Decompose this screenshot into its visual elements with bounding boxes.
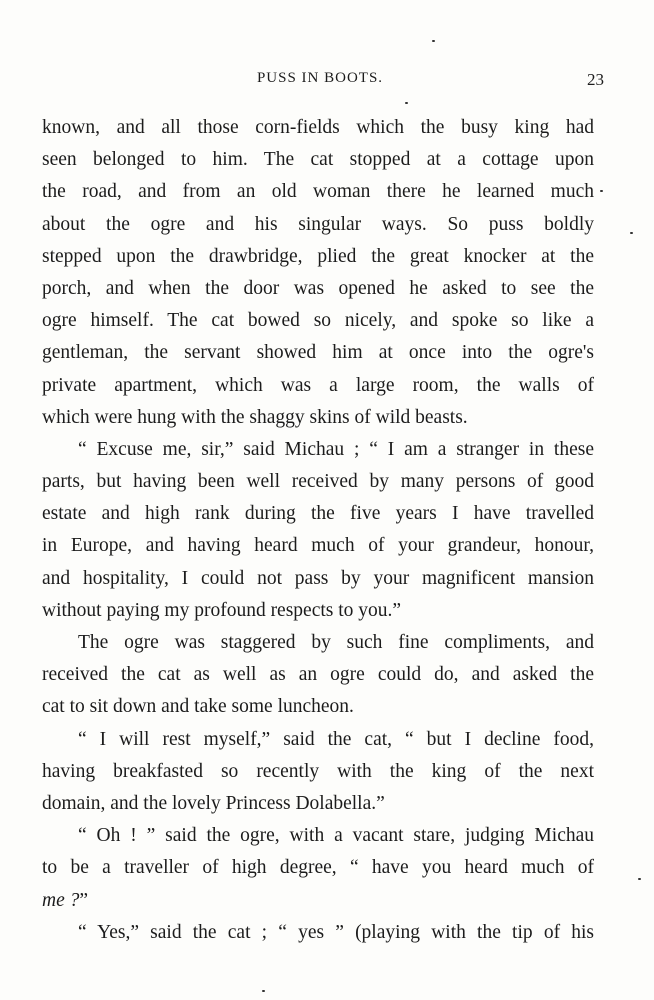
text-line: gentleman, the servant showed him at once into the ogre's	[42, 342, 594, 364]
page-number: 23	[587, 70, 604, 89]
text-line: known, and all those corn-fields which the busy king had	[42, 117, 594, 138]
text-line: private apartment, which was a large room, the walls of	[42, 374, 594, 396]
body-text	[42, 112, 594, 949]
text-line: and hospitality, I could not pass by your magnificent mansion	[42, 567, 594, 589]
text-line: porch, and when the door was opened he asked to see the	[42, 277, 594, 299]
text-line: domain, and the lovely Princess Dolabella.”	[42, 792, 385, 814]
text-line: in Europe, and having heard much of your grandeur, honour,	[42, 535, 594, 557]
text-line: estate and high rank during the five years I have travelled	[42, 503, 594, 525]
text-line: stepped upon the drawbridge, plied the great knocker at the	[42, 245, 594, 267]
text-line	[42, 885, 594, 917]
text-line: “ Excuse me, sir,” said Michau ; “ I am a stranger in these	[78, 438, 594, 460]
running-header	[40, 70, 604, 94]
text-line: having breakfasted so recently with the king of the next	[42, 760, 594, 782]
running-title: PUSS IN BOOTS.	[256, 70, 384, 86]
scan-speck	[405, 102, 408, 104]
text-line: The ogre was staggered by such fine compliments, and	[78, 632, 594, 653]
scan-speck	[638, 878, 641, 880]
text-line: “ I will rest myself,” said the cat, “ but I decline food,	[78, 728, 594, 750]
text-line: to be a traveller of high degree, “ have you heard much of	[42, 857, 594, 879]
italic-word: me ?	[42, 889, 80, 911]
text-line: ogre himself. The cat bowed so nicely, and spoke so like a	[42, 310, 594, 332]
text-line: the road, and from an old woman there he learned much	[42, 181, 594, 203]
scan-speck	[630, 232, 633, 234]
text-line: about the ogre and his singular ways. So puss boldly	[42, 213, 594, 235]
text-line: “ Yes,” said the cat ; “ yes ” (playing with the tip of his	[78, 921, 594, 943]
text-line: which were hung with the shaggy skins of wild beasts.	[42, 406, 468, 428]
scan-speck	[432, 40, 435, 42]
text-line: parts, but having been well received by many persons of good	[42, 471, 594, 493]
closing-quote: ”	[79, 889, 89, 911]
scan-speck	[262, 990, 265, 992]
text-line: seen belonged to him. The cat stopped at a cottage upon	[42, 149, 594, 171]
text-line: received the cat as well as an ogre could do, and asked the	[42, 664, 594, 686]
text-line: “ Oh ! ” said the ogre, with a vacant stare, judging Michau	[78, 825, 594, 847]
text-line: cat to sit down and take some luncheon.	[42, 696, 354, 718]
text-line: without paying my profound respects to you.”	[42, 599, 402, 621]
scan-speck	[600, 190, 603, 192]
